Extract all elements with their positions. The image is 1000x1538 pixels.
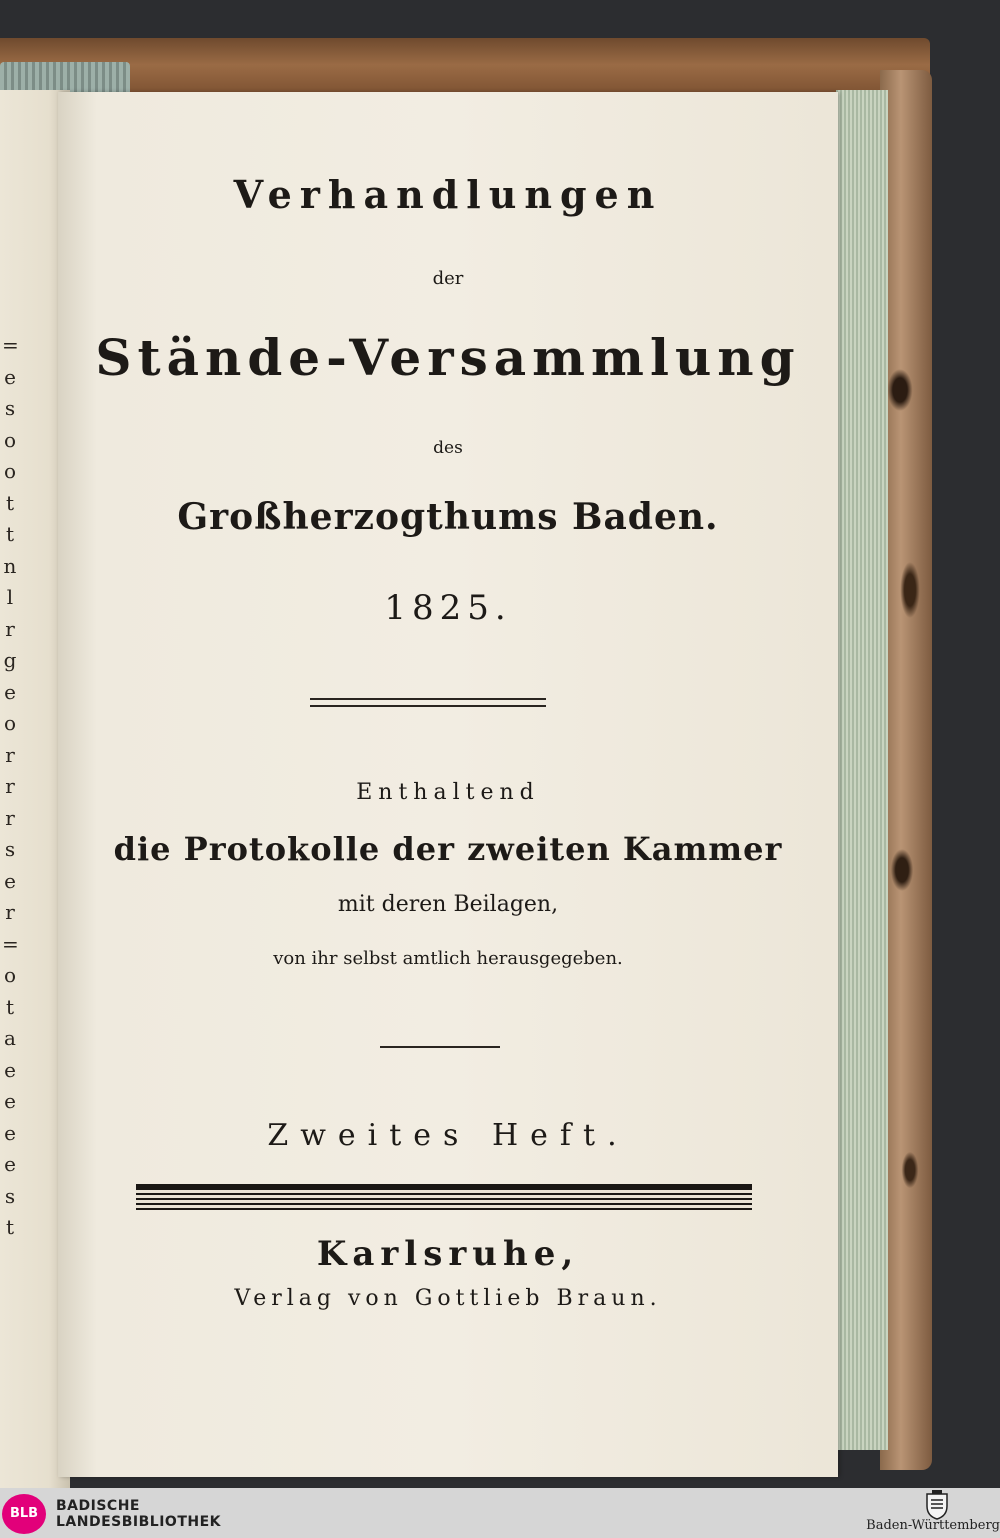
title-line-grossherzogthum: Großherzogthums Baden. bbox=[177, 496, 719, 538]
contents-main: die Protokolle der zweiten Kammer bbox=[113, 830, 783, 868]
left-page-edge-text: = e s o o t t n l r g e o r r r s e r = o t a e e e e s t bbox=[2, 333, 19, 1239]
page-edges bbox=[836, 90, 888, 1450]
state-label: Baden-Württemberg bbox=[866, 1518, 1000, 1533]
library-name-line1: BADISCHE bbox=[56, 1498, 140, 1514]
contents-note: von ihr selbst amtlich herausgegeben. bbox=[273, 948, 623, 969]
library-name[interactable] bbox=[56, 1498, 221, 1530]
thick-rule-divider bbox=[136, 1184, 752, 1210]
coat-of-arms-icon bbox=[924, 1490, 950, 1520]
imprint-publisher: Verlag von Gottlieb Braun. bbox=[234, 1286, 662, 1311]
imprint-place: Karlsruhe, bbox=[316, 1234, 580, 1274]
title-line-der: der bbox=[432, 268, 464, 289]
book-binding-top bbox=[0, 38, 930, 98]
double-rule-divider bbox=[310, 698, 546, 707]
contents-sub: mit deren Beilagen, bbox=[337, 892, 559, 917]
contents-intro: Enthaltend bbox=[356, 780, 540, 805]
publication-year: 1825. bbox=[384, 588, 512, 628]
footer-bar bbox=[0, 1488, 1000, 1538]
title-line-des: des bbox=[433, 438, 463, 458]
title-line-verhandlungen: Verhandlungen bbox=[233, 172, 663, 217]
short-rule-divider bbox=[380, 1046, 500, 1048]
title-line-staende-versammlung: Stände-Versammlung bbox=[95, 328, 801, 387]
blb-logo-icon[interactable]: BLB bbox=[2, 1494, 46, 1534]
library-name-line2: LANDESBIBLIOTHEK bbox=[56, 1514, 222, 1530]
part-number: Zweites Heft. bbox=[267, 1118, 629, 1153]
